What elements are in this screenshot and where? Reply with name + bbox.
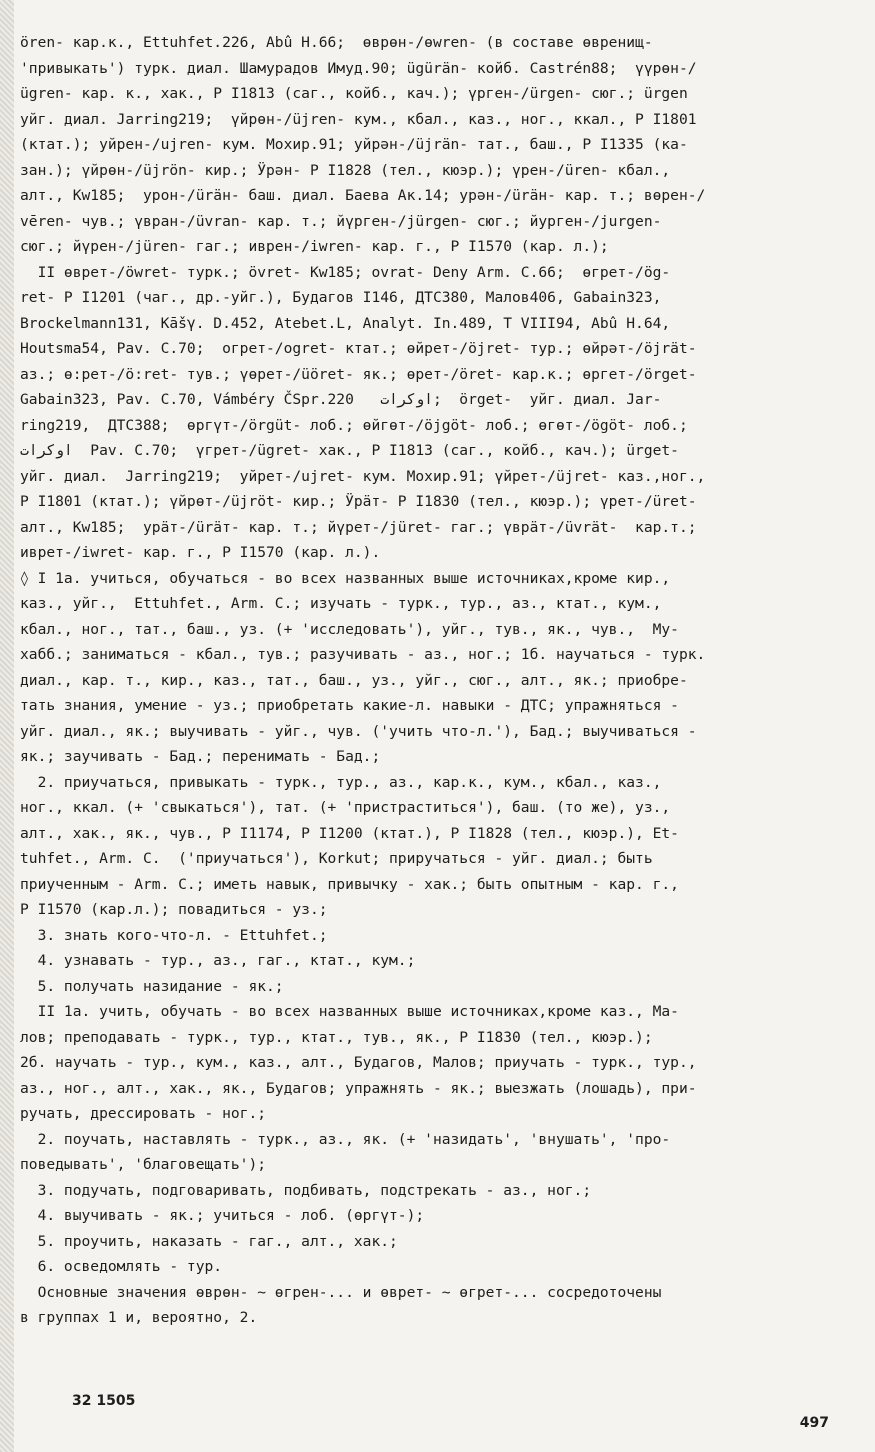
page-number: 497: [799, 1415, 829, 1431]
text-line: сюг.; йүрен-/jüren- гаг.; иврен-/iwren- кар. г., Р I1570 (кар. л.);: [20, 238, 609, 255]
text-line: уйг. диал. Jarring219; үйрөн-/üjren- кум., кбал., каз., ног., ккал., Р I1801: [20, 110, 697, 128]
text-line: ручать, дрессировать - ног.;: [20, 1105, 267, 1122]
text-line: 2. поучать, наставлять - турк., аз., як. (+ 'назидать', 'внушать', 'про-: [20, 1130, 671, 1148]
text-line: 3. знать кого-что-л. - Ettuhfet.;: [20, 926, 328, 944]
text-line: 5. получать назидание - як.;: [20, 977, 284, 995]
text-line: 6. осведомлять - тур.: [20, 1258, 223, 1275]
text-line: уйг. диал., як.; выучивать - уйг., чув. ('учить что-л.'), Бад.; выучиваться -: [20, 722, 697, 740]
text-line: 5. проучить, наказать - гаг., алт., хак.;: [20, 1232, 398, 1250]
text-line: алт., Kw185; урон-/üräн- баш. диал. Баева Ак.14; урән-/üräн- кар. т.; вөрен-/: [20, 187, 706, 204]
text-line: 'привыкать') турк. диал. Шамурадов Имуд.90; ügürän- койб. Castrén88; үүрөн-/: [20, 59, 697, 77]
text-line: алт., хак., як., чув., Р I1174, Р I1200 (ктат.), Р I1828 (тел., кюэр.), Et-: [20, 824, 679, 842]
text-line: Основные значения өврөн- ~ өгрен-... и өврет- ~ өгрет-... сосредоточены: [20, 1283, 662, 1301]
text-line: Р I1801 (ктат.); үйрөт-/üjröt- кир.; Ӱрäт- Р I1830 (тел., кюэр.); үрет-/üret-: [20, 493, 697, 510]
text-line: в группах 1 и, вероятно, 2.: [20, 1309, 258, 1326]
text-line: приученным - Arm. C.; иметь навык, привычку - хак.; быть опытным - кар. г.,: [20, 875, 679, 893]
text-line: 4. выучивать - як.; учиться - лоб. (өргүт-);: [20, 1207, 425, 1224]
text-line: (ктат.); уйрен-/ujren- кум. Мохир.91; уйрән-/üjrän- тат., баш., Р I1335 (ка-: [20, 136, 688, 153]
text-line: Р I1570 (кар.л.); повадиться - уз.;: [20, 901, 328, 918]
text-line: уйг. диал. Jarring219; уйрет-/ujret- кум. Мохир.91; үйрет-/üjret- каз.,ног.,: [20, 467, 706, 485]
text-line: 2. приучаться, привыкать - турк., тур., аз., кар.к., кум., кбал., каз.,: [20, 773, 662, 791]
text-line: ◊ I 1а. учиться, обучаться - во всех названных выше источниках,кроме кир.,: [20, 569, 671, 587]
text-line: 2б. научать - тур., кум., каз., алт., Будагов, Малов; приучать - турк., тур.,: [20, 1054, 697, 1071]
text-line: иврет-/iwret- кар. г., Р I1570 (кар. л.).: [20, 544, 381, 561]
text-line: алт., Kw185; урäт-/üräт- кар. т.; йүрет-/jüret- гаг.; үврäт-/üvrät- кар.т.;: [20, 518, 697, 536]
text-line: Gabain323, Pav. C.70, Vámbéry ČSpr.220 اوكرات; örget- уйг. диал. Jar-: [20, 391, 662, 408]
text-line: зан.); үйрөн-/üjrön- кир.; Ӱрән- Р I1828 (тел., кюэр.); үрен-/üren- кбал.,: [20, 161, 671, 179]
dictionary-entry: [20, 30, 860, 1331]
text-line: Houtsma54, Pav. C.70; огрет-/ogret- ктат.; өйрет-/öjret- тур.; өйрәт-/öjrät-: [20, 340, 697, 357]
text-line: тать знания, умение - уз.; приобретать какие-л. навыки - ДТС; упражняться -: [20, 697, 679, 714]
text-line: اوكرات Pav. C.70; үгрет-/ügret- хак., Р I1813 (саг., койб., кач.); ürget-: [20, 442, 679, 459]
text-line: ring219, ДТС388; өргүт-/örgüt- лоб.; өйгөт-/öjgöt- лоб.; өгөт-/ögöt- лоб.;: [20, 416, 688, 434]
text-line: диал., кар. т., кир., каз., тат., баш., уз., уйг., сюг., алт., як.; приобре-: [20, 671, 688, 689]
text-line: лов; преподавать - турк., тур., ктат., тув., як., Р I1830 (тел., кюэр.);: [20, 1028, 653, 1046]
text-line: ret- Р I1201 (чаг., др.-уйг.), Будагов I146, ДТС380, Малов406, Gabain323,: [20, 289, 662, 306]
text-line: хабб.; заниматься - кбал., тув.; разучивать - аз., ног.; 1б. научаться - турк.: [20, 646, 706, 663]
text-line: ören- кар.к., Ettuhfet.226, Abû H.66; өврөн-/өwren- (в составе өвренищ-: [20, 34, 653, 51]
text-line: поведывать', 'благовещать');: [20, 1156, 267, 1173]
text-line: 3. подучать, подговаривать, подбивать, подстрекать - аз., ног.;: [20, 1181, 592, 1199]
text-line: ног., ккал. (+ 'свыкаться'), тат. (+ 'пристраститься'), баш. (то же), уз.,: [20, 799, 671, 816]
text-line: кбал., ног., тат., баш., уз. (+ 'исследовать'), уйг., тув., як., чув., Му-: [20, 620, 679, 638]
text-line: Brockelmann131, Kāšγ. D.452, Atebet.L, Analyt. In.489, Т VIII94, Abû H.64,: [20, 314, 671, 332]
text-line: аз., ног., алт., хак., як., Будагов; упражнять - як.; выезжать (лошадь), при-: [20, 1079, 697, 1097]
text-line: як.; заучивать - Бад.; перенимать - Бад.;: [20, 748, 381, 765]
text-line: 4. узнавать - тур., аз., гаг., ктат., кум.;: [20, 952, 416, 969]
text-line: аз.; ө:рет-/ö:ret- тув.; үөрет-/üöret- як.; өрет-/öret- кар.к.; өргет-/örget-: [20, 365, 697, 383]
text-line: vēren- чув.; үвран-/üvrаn- кар. т.; йүрген-/jürgen- сюг.; йурген-/jurgen-: [20, 212, 662, 230]
print-code: 32 1505: [72, 1393, 136, 1409]
text-line: ügren- кар. к., хак., Р I1813 (саг., койб., кач.); үрген-/ürgen- сюг.; ürgen: [20, 85, 688, 102]
scan-edge: [0, 0, 14, 1452]
text-line: II 1а. учить, обучать - во всех названных выше источниках,кроме каз., Ма-: [20, 1003, 679, 1020]
text-line: II өврет-/öwret- турк.; övret- Kw185; ovrat- Deny Arm. C.66; өгрет-/ög-: [20, 263, 671, 281]
text-line: tuhfet., Arm. C. ('приучаться'), Korkut; приручаться - уйг. диал.; быть: [20, 850, 653, 867]
text-line: каз., уйг., Ettuhfet., Arm. C.; изучать - турк., тур., аз., ктат., кум.,: [20, 595, 662, 612]
